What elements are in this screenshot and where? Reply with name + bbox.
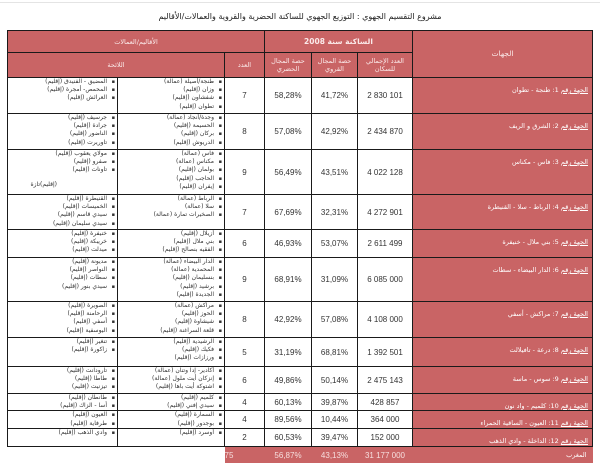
province-item: ▪ وزان (إقليم): [118, 86, 214, 94]
province-item: ▪ السمارة (إقليم): [118, 411, 214, 419]
province-item: ▪ قلعة السراغنة (إقليم): [118, 327, 214, 335]
table-row: [8, 78, 593, 114]
total-population: 4 108 000: [358, 302, 413, 338]
province-item: ▪ سلا (عمالة): [118, 203, 214, 211]
province-extra: (إقليم)تازة: [30, 180, 57, 188]
region-name: 11: العيون - الساقية الحمراء: [480, 419, 561, 428]
region-link[interactable]: الجهة رقم: [560, 86, 588, 94]
total-population: 152 000: [358, 429, 413, 447]
urban-share: 60,13%: [265, 394, 312, 411]
province-item: ▪ تنغير (إقليم): [8, 338, 107, 346]
region-link[interactable]: الجهة رقم: [560, 402, 588, 410]
province-item: ▪ بنسليمان (إقليم): [118, 274, 214, 282]
province-list-secondary: [8, 367, 118, 394]
province-item: ▪ طاطا (إقليم): [8, 375, 107, 383]
province-list-primary: [118, 114, 225, 150]
province-item: ▪ القنيطرة (إقليم): [8, 195, 107, 203]
province-item: ▪ بولمان (إقليم): [118, 166, 214, 174]
province-count: 6: [225, 367, 265, 394]
province-list-primary: [118, 258, 225, 302]
header-regions: الجهات: [413, 31, 593, 78]
region-cell: [413, 302, 593, 338]
urban-share: 42,92%: [265, 302, 312, 338]
region-link[interactable]: الجهة رقم: [560, 238, 588, 246]
province-item: ▪ الصويرة (إقليم): [8, 302, 107, 310]
province-list-primary: [118, 195, 225, 230]
province-item: ▪ وادي الذهب (إقليم): [8, 429, 107, 437]
total-population: 2 830 101: [358, 78, 413, 114]
region-name: 4: الرباط - سلا - القنيطرة: [487, 203, 561, 211]
province-item: ▪ سيدي إفني (إقليم): [118, 402, 214, 410]
province-item: ▪ الرباط (عمالة): [118, 195, 214, 203]
province-item: ▪ تاوريرت (إقليم): [8, 139, 107, 147]
table-row: [8, 302, 593, 338]
province-list-secondary: [8, 429, 118, 447]
province-item: ▪ اشتوكة أيت باها (إقليم): [118, 383, 214, 391]
province-list-secondary: [8, 150, 118, 195]
table-row: [8, 429, 593, 447]
province-item: ▪ إيفران (إقليم): [118, 183, 214, 191]
total-population: 6 085 000: [358, 258, 413, 302]
total-population: 428 857: [358, 394, 413, 411]
urban-share: 57,08%: [265, 114, 312, 150]
total-population-sum: 31 177 000: [358, 447, 413, 463]
total-label: المغرب: [413, 447, 593, 463]
province-item: ▪ برشيد (إقليم): [118, 283, 214, 291]
province-item: ▪ شفشاون (إقليم): [118, 94, 214, 102]
header-count: العدد: [225, 53, 265, 78]
region-link[interactable]: الجهة رقم: [560, 419, 588, 428]
table-row: [8, 338, 593, 367]
province-count: 6: [225, 230, 265, 258]
urban-share: 31,19%: [265, 338, 312, 367]
province-count: 7: [225, 78, 265, 114]
table-row: [8, 411, 593, 429]
region-cell: [413, 338, 593, 367]
urban-share: 68,91%: [265, 258, 312, 302]
province-item: ▪ مديونة (إقليم): [8, 258, 107, 266]
region-name: 8: درعة - تافيلالت: [509, 346, 561, 354]
province-item: ▪ أسفي (إقليم): [8, 318, 107, 326]
region-link[interactable]: الجهة رقم: [560, 122, 588, 130]
top-border: [0, 2, 600, 3]
province-item: ▪ ورزازات (إقليم): [118, 354, 214, 362]
region-cell: [413, 394, 593, 411]
province-count: 9: [225, 258, 265, 302]
province-item: ▪ سطات (إقليم): [8, 274, 107, 282]
province-item: ▪ خريبكة (إقليم): [8, 238, 107, 246]
province-count: 7: [225, 195, 265, 230]
province-item: ▪ العيون (إقليم): [8, 411, 107, 419]
header-provinces-group: الأقاليم/العمالات: [8, 31, 265, 53]
total-urban-share: 56,87%: [265, 447, 312, 463]
province-list-primary: [118, 429, 225, 447]
region-cell: [413, 150, 593, 195]
rural-share: 53,07%: [312, 230, 358, 258]
province-list-primary: [118, 230, 225, 258]
province-item: ▪ النواصر (إقليم): [8, 266, 107, 274]
table-row: [8, 258, 593, 302]
province-item: ▪ طنجة/أصيلة (عمالة): [118, 78, 214, 86]
province-list-secondary: [8, 78, 118, 114]
header-population-2008: الساكنة سنة 2008: [265, 31, 413, 53]
total-population: 2 475 143: [358, 367, 413, 394]
province-item: ▪ الرحامنة (إقليم): [8, 310, 107, 318]
province-count: 8: [225, 114, 265, 150]
region-name: 2: الشرق و الريف: [509, 122, 561, 130]
total-population: 4 272 901: [358, 195, 413, 230]
province-item: ▪ صفرو (إقليم): [8, 158, 107, 166]
rural-share: 43,51%: [312, 150, 358, 195]
province-item: ▪ أزيلال (إقليم): [118, 230, 214, 238]
province-item: ▪ اليوسفية (إقليم): [8, 327, 107, 335]
province-list-secondary: [8, 195, 118, 230]
province-item: ▪ الصخيرات تمارة (عمالة): [118, 211, 214, 219]
province-list-secondary: [8, 338, 118, 367]
table-row: [8, 150, 593, 195]
province-item: ▪ وجدة/أنجاد (عمالة): [118, 114, 214, 122]
rural-share: 50,14%: [312, 367, 358, 394]
province-item: ▪ الحاجب (إقليم): [118, 175, 214, 183]
province-item: ▪ زاكورة (إقليم): [8, 346, 107, 354]
province-item: ▪ أوسرد (إقليم): [118, 429, 214, 437]
province-list-secondary: [8, 411, 118, 429]
province-item: ▪ سيدي قاسم (إقليم): [8, 211, 107, 219]
table-row: [8, 114, 593, 150]
province-item: ▪ إنزكان أيت ملول (عمالة): [118, 375, 214, 383]
region-cell: [413, 429, 593, 447]
rural-share: 39,47%: [312, 429, 358, 447]
province-item: ▪ الحوز (إقليم): [118, 310, 214, 318]
province-count: 4: [225, 394, 265, 411]
province-item: ▪ ميدلت (إقليم): [8, 246, 107, 254]
province-item: ▪ مولاي يعقوب (إقليم): [8, 150, 107, 158]
province-list-secondary: [8, 114, 118, 150]
region-cell: [413, 195, 593, 230]
region-name: 1: طنجة - تطوان: [512, 86, 561, 94]
region-cell: [413, 230, 593, 258]
province-item: ▪ الدريوش (إقليم): [118, 139, 214, 147]
province-item: ▪ أسا - الزاك (إقليم): [8, 402, 107, 410]
province-item: ▪ العرائش (إقليم): [8, 94, 107, 102]
province-item: ▪ الخميسات (إقليم): [8, 203, 107, 211]
total-population: 2 434 870: [358, 114, 413, 150]
province-item: ▪ كلميم (إقليم): [118, 394, 214, 402]
province-item: ▪ طرفاية (إقليم): [8, 420, 107, 428]
header-rural-share: حصة المجال القروي: [312, 53, 358, 78]
region-link[interactable]: الجهة رقم: [560, 375, 588, 383]
province-item: ▪ سيدي سليمان (إقليم): [8, 220, 107, 228]
province-item: ▪ الرشيدية (إقليم): [118, 338, 214, 346]
total-population: 4 022 128: [358, 150, 413, 195]
province-count: 8: [225, 302, 265, 338]
province-list-primary: [118, 78, 225, 114]
province-item: ▪ سيدي بنور (إقليم): [8, 283, 107, 291]
rural-share: 39,87%: [312, 394, 358, 411]
province-item: ▪ المضيق - الفنيدق (إقليم): [8, 78, 107, 86]
region-link[interactable]: الجهة رقم: [560, 266, 588, 274]
table-row: [8, 394, 593, 411]
province-item: ▪ تطوان (إقليم): [118, 103, 214, 111]
region-link[interactable]: الجهة رقم: [560, 310, 588, 318]
header-total-population: العدد الإجمالي للسكان: [358, 53, 413, 78]
province-count: 4: [225, 411, 265, 429]
province-item: ▪ الناضور (إقليم): [8, 130, 107, 138]
province-item: ▪ تارودانت (إقليم): [8, 367, 107, 375]
province-list-primary: [118, 302, 225, 338]
region-name: 9: سوس - ماسة: [512, 375, 561, 383]
table-row: [8, 367, 593, 394]
urban-share: 89,56%: [265, 411, 312, 429]
region-name: 3: فاس - مكناس: [511, 158, 561, 166]
rural-share: 57,08%: [312, 302, 358, 338]
region-link[interactable]: الجهة رقم: [560, 346, 588, 354]
province-item: ▪ المحمدية (عمالة): [118, 266, 214, 274]
province-item: ▪ بني ملال (إقليم): [118, 238, 214, 246]
province-item: ▪ تاونات (إقليم): [8, 166, 107, 174]
province-item: ▪ الدار البيضاء (عمالة): [118, 258, 214, 266]
province-item: ▪ شيشاوة (إقليم): [118, 318, 214, 326]
province-item: ▪ الجديدة (إقليم): [118, 291, 214, 299]
province-list-primary: [118, 367, 225, 394]
header-urban-share: حصة المجال الحضري: [265, 53, 312, 78]
total-population: 2 611 499: [358, 230, 413, 258]
region-link[interactable]: الجهة رقم: [560, 437, 588, 446]
rural-share: 41,72%: [312, 78, 358, 114]
province-count: 9: [225, 150, 265, 195]
rural-share: 68,81%: [312, 338, 358, 367]
table-row: [8, 195, 593, 230]
province-list-secondary: [8, 230, 118, 258]
rural-share: 31,09%: [312, 258, 358, 302]
total-population: 364 000: [358, 411, 413, 429]
province-item: ▪ جرسيف (إقليم): [8, 114, 107, 122]
province-item: ▪ جرادة (إقليم): [8, 122, 107, 130]
region-cell: [413, 367, 593, 394]
total-rural-share: 43,13%: [312, 447, 358, 463]
header-list: اللائحة: [8, 53, 225, 78]
province-item: ▪ فكيك (إقليم): [118, 346, 214, 354]
province-item: ▪ الحسيمة (إقليم): [118, 122, 214, 130]
province-count: 2: [225, 429, 265, 447]
province-item: ▪ بركان (إقليم): [118, 130, 214, 138]
urban-share: 56,49%: [265, 150, 312, 195]
total-population: 1 392 501: [358, 338, 413, 367]
province-list-primary: [118, 411, 225, 429]
province-item: ▪ مكناس (عمالة): [118, 158, 214, 166]
table-row: [8, 230, 593, 258]
urban-share: 67,69%: [265, 195, 312, 230]
province-list-primary: [118, 338, 225, 367]
province-item: ▪ خنيفرة (إقليم): [8, 230, 107, 238]
region-cell: [413, 411, 593, 429]
province-item: ▪ الفقيه بنصالح (إقليم): [118, 246, 214, 254]
total-count: 75: [225, 447, 265, 463]
regional-distribution-table: [7, 30, 593, 463]
total-blank: [8, 447, 225, 463]
province-list-primary: [118, 150, 225, 195]
province-item: ▪ مراكش (عمالة): [118, 302, 214, 310]
province-item: ▪ طانطان (إقليم): [8, 394, 107, 402]
province-count: 5: [225, 338, 265, 367]
rural-share: 32,31%: [312, 195, 358, 230]
province-item: ▪ فاس (عمالة): [118, 150, 214, 158]
urban-share: 46,93%: [265, 230, 312, 258]
province-item: ▪ تيزنيت (إقليم): [8, 383, 107, 391]
urban-share: 60,53%: [265, 429, 312, 447]
province-list-secondary: [8, 258, 118, 302]
region-link[interactable]: الجهة رقم: [560, 158, 588, 166]
province-item: ▪ بوجدور (إقليم): [118, 420, 214, 428]
region-name: 7: مراكش - أسفي: [507, 310, 561, 318]
province-list-primary: [118, 394, 225, 411]
rural-share: 10,44%: [312, 411, 358, 429]
region-cell: [413, 114, 593, 150]
urban-share: 58,28%: [265, 78, 312, 114]
region-name: 12: الداخلة - وادي الذهب: [489, 437, 561, 446]
region-cell: [413, 78, 593, 114]
region-link[interactable]: الجهة رقم: [560, 203, 588, 211]
region-name: 6: الدار البيضاء - سطات: [492, 266, 561, 274]
region-name: 10: كلميم - واد نون: [504, 402, 561, 410]
region-name: 5: بني ملال - خنيفرة: [502, 238, 561, 246]
province-list-secondary: [8, 394, 118, 411]
region-cell: [413, 258, 593, 302]
province-item: ▪ المحمص- أمجرة (إقليم): [8, 86, 107, 94]
document-title: مشروع التقسيم الجهوي : التوزيع الجهوي للساكنة الحضرية والقروية والعمالات/الأقاليم: [158, 12, 442, 21]
rural-share: 42,92%: [312, 114, 358, 150]
province-list-secondary: [8, 302, 118, 338]
province-item: ▪ أكادير- إدا وتنان (عمالة): [118, 367, 214, 375]
urban-share: 49,86%: [265, 367, 312, 394]
total-row: [8, 447, 593, 463]
